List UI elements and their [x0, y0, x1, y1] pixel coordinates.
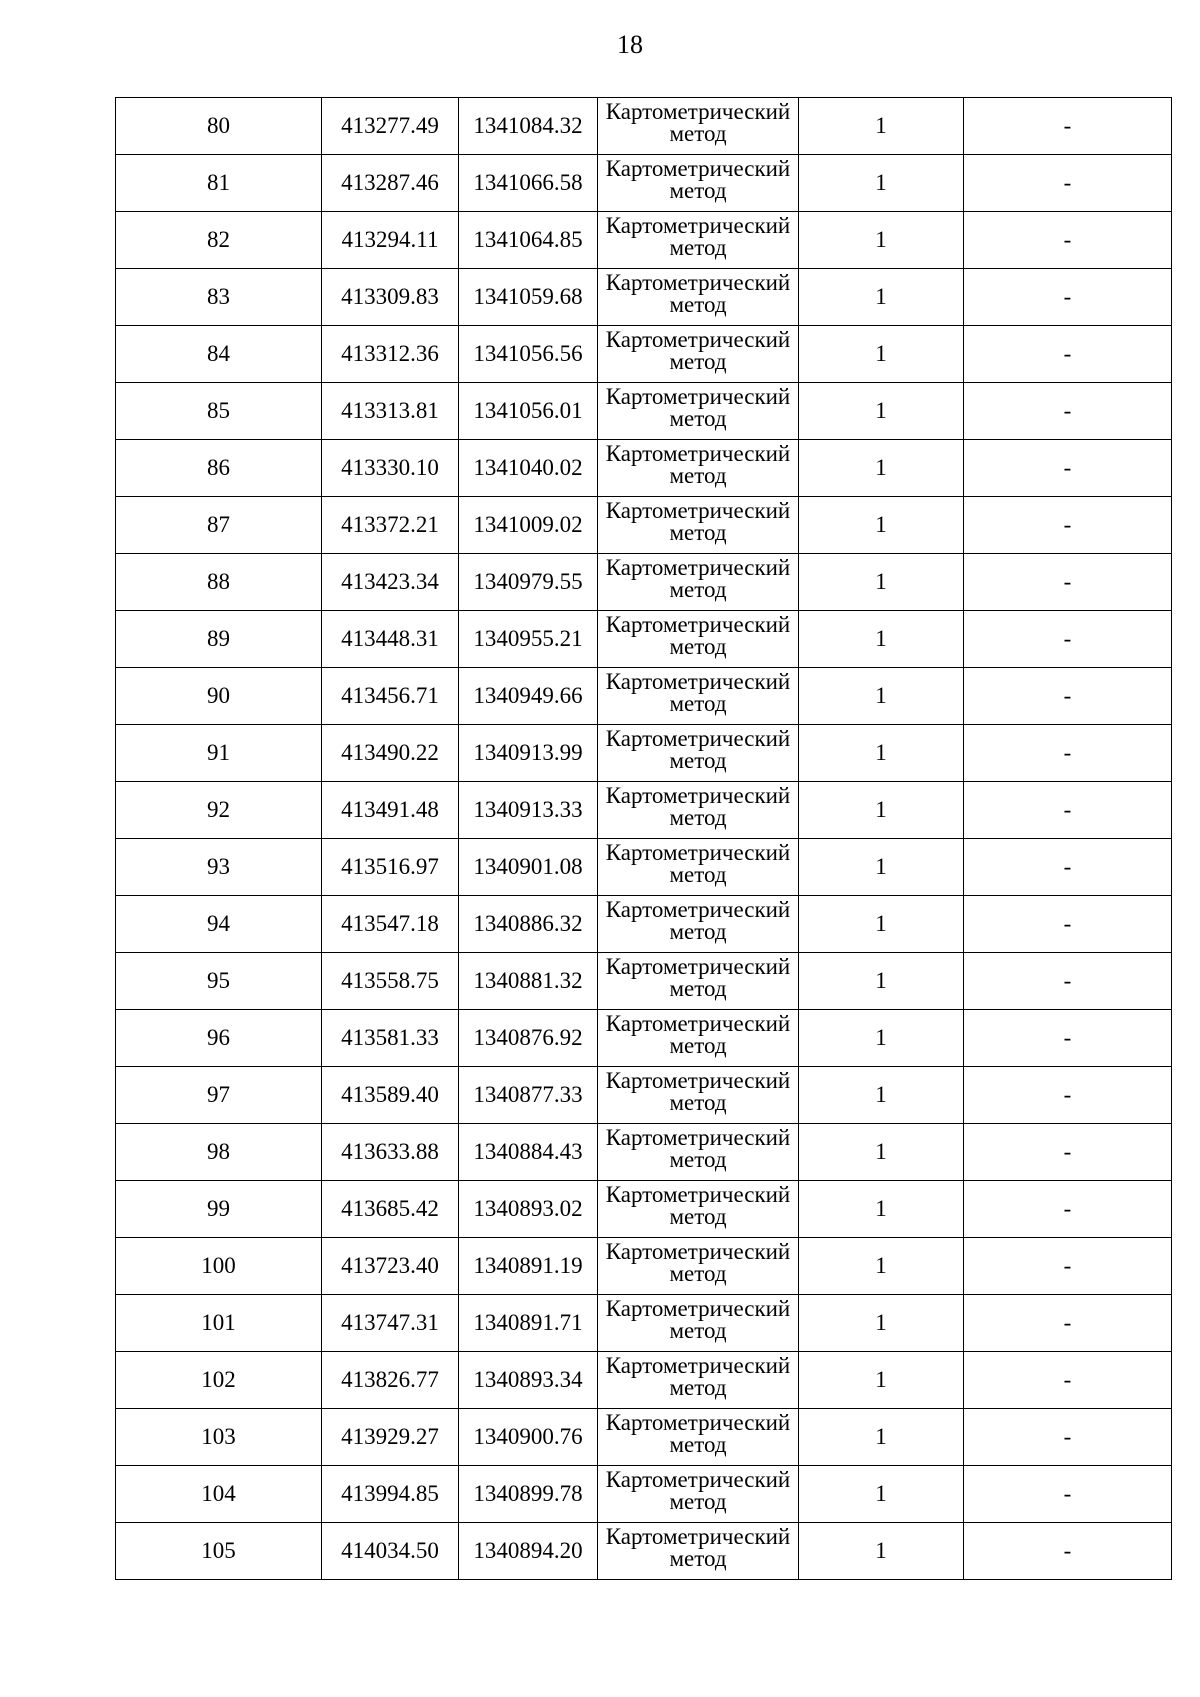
table-row: [116, 1124, 1172, 1181]
coordinate-x-cell: 413490.22: [322, 725, 459, 782]
coordinate-y-cell: 1340901.08: [459, 839, 598, 896]
note-cell: -: [964, 1124, 1172, 1181]
method-cell: [598, 668, 799, 725]
note-cell: -: [964, 611, 1172, 668]
accuracy-cell: 1: [799, 668, 964, 725]
method-line: Картометрический: [605, 498, 791, 523]
point-number-cell: 102: [116, 1352, 322, 1409]
note-cell: -: [964, 839, 1172, 896]
table-row: [116, 611, 1172, 668]
method-cell: [598, 554, 799, 611]
note-cell: -: [964, 1466, 1172, 1523]
method-line: метод: [669, 805, 727, 830]
point-number-cell: 88: [116, 554, 322, 611]
method-line: Картометрический: [605, 1182, 791, 1207]
coordinate-y-cell: 1340899.78: [459, 1466, 598, 1523]
note-cell: -: [964, 212, 1172, 269]
coordinate-x-cell: 413558.75: [322, 953, 459, 1010]
method-line: метод: [669, 1489, 727, 1514]
note-cell: -: [964, 1181, 1172, 1238]
accuracy-cell: 1: [799, 1466, 964, 1523]
page-number: 18: [617, 30, 643, 59]
coordinate-x-cell: 413330.10: [322, 440, 459, 497]
point-number-cell: 90: [116, 668, 322, 725]
table-row: [116, 1238, 1172, 1295]
note-cell: -: [964, 440, 1172, 497]
point-number-cell: 93: [116, 839, 322, 896]
coordinate-x-cell: 413448.31: [322, 611, 459, 668]
method-line: метод: [669, 1375, 727, 1400]
method-line: метод: [669, 1090, 727, 1115]
coordinate-y-cell: 1340979.55: [459, 554, 598, 611]
coordinate-x-cell: 413747.31: [322, 1295, 459, 1352]
coordinate-y-cell: 1341040.02: [459, 440, 598, 497]
point-number-cell: 98: [116, 1124, 322, 1181]
coordinate-y-cell: 1340893.34: [459, 1352, 598, 1409]
point-number-cell: 83: [116, 269, 322, 326]
coordinate-y-cell: 1340876.92: [459, 1010, 598, 1067]
table-row: [116, 1295, 1172, 1352]
method-cell: [598, 155, 799, 212]
method-cell: [598, 1523, 799, 1580]
method-cell: [598, 611, 799, 668]
method-line: Картометрический: [605, 1410, 791, 1435]
method-line: Картометрический: [605, 213, 791, 238]
coordinate-x-cell: 413994.85: [322, 1466, 459, 1523]
accuracy-cell: 1: [799, 1523, 964, 1580]
coordinate-x-cell: 413491.48: [322, 782, 459, 839]
method-line: метод: [669, 292, 727, 317]
table-row: [116, 1466, 1172, 1523]
coordinate-y-cell: 1341066.58: [459, 155, 598, 212]
accuracy-cell: 1: [799, 554, 964, 611]
method-line: Картометрический: [605, 441, 791, 466]
point-number-cell: 101: [116, 1295, 322, 1352]
method-line: метод: [669, 1546, 727, 1571]
coordinate-x-cell: 413516.97: [322, 839, 459, 896]
coordinate-y-cell: 1340913.33: [459, 782, 598, 839]
note-cell: -: [964, 782, 1172, 839]
method-line: метод: [669, 178, 727, 203]
method-line: Картометрический: [605, 1068, 791, 1093]
coordinate-x-cell: 413547.18: [322, 896, 459, 953]
coordinate-y-cell: 1340894.20: [459, 1523, 598, 1580]
accuracy-cell: 1: [799, 839, 964, 896]
table-row: [116, 554, 1172, 611]
coordinate-x-cell: 413685.42: [322, 1181, 459, 1238]
table-row: [116, 839, 1172, 896]
note-cell: -: [964, 155, 1172, 212]
note-cell: -: [964, 1295, 1172, 1352]
coordinate-x-cell: 413589.40: [322, 1067, 459, 1124]
method-line: Картометрический: [605, 99, 791, 124]
method-line: Картометрический: [605, 726, 791, 751]
point-number-cell: 95: [116, 953, 322, 1010]
point-number-cell: 104: [116, 1466, 322, 1523]
table-row: [116, 1409, 1172, 1466]
table-row: [116, 440, 1172, 497]
method-cell: [598, 1295, 799, 1352]
coordinate-x-cell: 413723.40: [322, 1238, 459, 1295]
method-cell: [598, 212, 799, 269]
table-row: [116, 1352, 1172, 1409]
method-cell: [598, 782, 799, 839]
note-cell: -: [964, 269, 1172, 326]
note-cell: -: [964, 1352, 1172, 1409]
accuracy-cell: 1: [799, 383, 964, 440]
method-line: Картометрический: [605, 1296, 791, 1321]
method-cell: [598, 1067, 799, 1124]
note-cell: -: [964, 1238, 1172, 1295]
method-line: метод: [669, 1204, 727, 1229]
method-line: Картометрический: [605, 327, 791, 352]
accuracy-cell: 1: [799, 440, 964, 497]
point-number-cell: 87: [116, 497, 322, 554]
method-cell: [598, 1409, 799, 1466]
method-cell: [598, 440, 799, 497]
note-cell: -: [964, 725, 1172, 782]
method-line: метод: [669, 1033, 727, 1058]
coordinate-y-cell: 1340884.43: [459, 1124, 598, 1181]
accuracy-cell: 1: [799, 611, 964, 668]
method-cell: [598, 896, 799, 953]
method-line: Картометрический: [605, 1353, 791, 1378]
coordinate-x-cell: 413287.46: [322, 155, 459, 212]
table-row: [116, 1523, 1172, 1580]
note-cell: -: [964, 383, 1172, 440]
point-number-cell: 97: [116, 1067, 322, 1124]
method-cell: [598, 383, 799, 440]
coordinate-y-cell: 1340877.33: [459, 1067, 598, 1124]
coordinate-x-cell: 413372.21: [322, 497, 459, 554]
method-line: Картометрический: [605, 1125, 791, 1150]
method-line: Картометрический: [605, 954, 791, 979]
note-cell: -: [964, 326, 1172, 383]
method-cell: [598, 98, 799, 155]
method-line: метод: [669, 1147, 727, 1172]
method-cell: [598, 725, 799, 782]
point-number-cell: 105: [116, 1523, 322, 1580]
point-number-cell: 94: [116, 896, 322, 953]
method-cell: [598, 1466, 799, 1523]
method-line: метод: [669, 862, 727, 887]
point-number-cell: 85: [116, 383, 322, 440]
point-number-cell: 92: [116, 782, 322, 839]
accuracy-cell: 1: [799, 326, 964, 383]
table-row: [116, 1067, 1172, 1124]
note-cell: -: [964, 1067, 1172, 1124]
note-cell: -: [964, 497, 1172, 554]
accuracy-cell: 1: [799, 725, 964, 782]
accuracy-cell: 1: [799, 1067, 964, 1124]
table-row: [116, 896, 1172, 953]
method-cell: [598, 497, 799, 554]
point-number-cell: 81: [116, 155, 322, 212]
point-number-cell: 91: [116, 725, 322, 782]
accuracy-cell: 1: [799, 782, 964, 839]
table-row: [116, 98, 1172, 155]
method-line: Картометрический: [605, 270, 791, 295]
method-line: Картометрический: [605, 612, 791, 637]
point-number-cell: 103: [116, 1409, 322, 1466]
coordinate-y-cell: 1341009.02: [459, 497, 598, 554]
method-line: Картометрический: [605, 156, 791, 181]
accuracy-cell: 1: [799, 212, 964, 269]
accuracy-cell: 1: [799, 98, 964, 155]
coordinate-x-cell: 413277.49: [322, 98, 459, 155]
method-line: Картометрический: [605, 669, 791, 694]
method-line: метод: [669, 121, 727, 146]
method-line: метод: [669, 520, 727, 545]
coordinate-y-cell: 1340886.32: [459, 896, 598, 953]
coordinate-x-cell: 413633.88: [322, 1124, 459, 1181]
method-line: метод: [669, 1432, 727, 1457]
point-number-cell: 80: [116, 98, 322, 155]
point-number-cell: 96: [116, 1010, 322, 1067]
table-row: [116, 326, 1172, 383]
method-line: Картометрический: [605, 1239, 791, 1264]
method-line: метод: [669, 349, 727, 374]
method-line: метод: [669, 235, 727, 260]
coordinate-x-cell: 413581.33: [322, 1010, 459, 1067]
coordinate-x-cell: 413826.77: [322, 1352, 459, 1409]
coordinate-y-cell: 1341059.68: [459, 269, 598, 326]
method-cell: [598, 953, 799, 1010]
method-line: Картометрический: [605, 555, 791, 580]
coordinate-y-cell: 1340913.99: [459, 725, 598, 782]
accuracy-cell: 1: [799, 1124, 964, 1181]
note-cell: -: [964, 1523, 1172, 1580]
method-line: Картометрический: [605, 1011, 791, 1036]
coordinate-x-cell: 413423.34: [322, 554, 459, 611]
method-line: Картометрический: [605, 1467, 791, 1492]
coordinates-table-body: [116, 98, 1172, 1580]
table-row: [116, 497, 1172, 554]
accuracy-cell: 1: [799, 1181, 964, 1238]
coordinate-y-cell: 1340955.21: [459, 611, 598, 668]
method-cell: [598, 839, 799, 896]
coordinate-y-cell: 1341056.56: [459, 326, 598, 383]
method-line: метод: [669, 406, 727, 431]
point-number-cell: 89: [116, 611, 322, 668]
table-row: [116, 782, 1172, 839]
method-cell: [598, 1238, 799, 1295]
accuracy-cell: 1: [799, 1295, 964, 1352]
point-number-cell: 99: [116, 1181, 322, 1238]
coordinate-x-cell: 414034.50: [322, 1523, 459, 1580]
table-row: [116, 668, 1172, 725]
point-number-cell: 100: [116, 1238, 322, 1295]
note-cell: -: [964, 953, 1172, 1010]
coordinate-x-cell: 413929.27: [322, 1409, 459, 1466]
coordinate-y-cell: 1341064.85: [459, 212, 598, 269]
point-number-cell: 86: [116, 440, 322, 497]
method-cell: [598, 1124, 799, 1181]
table-row: [116, 1181, 1172, 1238]
accuracy-cell: 1: [799, 1010, 964, 1067]
point-number-cell: 84: [116, 326, 322, 383]
table-row: [116, 155, 1172, 212]
coordinate-y-cell: 1341084.32: [459, 98, 598, 155]
coordinate-y-cell: 1340900.76: [459, 1409, 598, 1466]
coordinates-table: [115, 97, 1172, 1580]
accuracy-cell: 1: [799, 155, 964, 212]
coordinate-y-cell: 1340881.32: [459, 953, 598, 1010]
coordinate-x-cell: 413456.71: [322, 668, 459, 725]
table-row: [116, 269, 1172, 326]
table-row: [116, 725, 1172, 782]
note-cell: -: [964, 896, 1172, 953]
method-line: метод: [669, 1318, 727, 1343]
method-cell: [598, 1181, 799, 1238]
accuracy-cell: 1: [799, 1238, 964, 1295]
accuracy-cell: 1: [799, 1409, 964, 1466]
method-line: метод: [669, 691, 727, 716]
method-line: метод: [669, 577, 727, 602]
method-line: метод: [669, 463, 727, 488]
method-line: Картометрический: [605, 384, 791, 409]
coordinate-y-cell: 1340949.66: [459, 668, 598, 725]
coordinate-x-cell: 413309.83: [322, 269, 459, 326]
note-cell: -: [964, 1010, 1172, 1067]
coordinate-x-cell: 413312.36: [322, 326, 459, 383]
coordinate-y-cell: 1340891.71: [459, 1295, 598, 1352]
table-row: [116, 953, 1172, 1010]
note-cell: -: [964, 668, 1172, 725]
accuracy-cell: 1: [799, 497, 964, 554]
coordinate-y-cell: 1340893.02: [459, 1181, 598, 1238]
accuracy-cell: 1: [799, 269, 964, 326]
table-row: [116, 212, 1172, 269]
method-line: метод: [669, 976, 727, 1001]
accuracy-cell: 1: [799, 953, 964, 1010]
method-line: Картометрический: [605, 897, 791, 922]
point-number-cell: 82: [116, 212, 322, 269]
note-cell: -: [964, 554, 1172, 611]
method-line: метод: [669, 634, 727, 659]
note-cell: -: [964, 98, 1172, 155]
method-cell: [598, 326, 799, 383]
method-line: метод: [669, 1261, 727, 1286]
method-cell: [598, 269, 799, 326]
coordinate-y-cell: 1340891.19: [459, 1238, 598, 1295]
method-line: метод: [669, 919, 727, 944]
accuracy-cell: 1: [799, 896, 964, 953]
method-line: Картометрический: [605, 1524, 791, 1549]
coordinate-x-cell: 413294.11: [322, 212, 459, 269]
table-row: [116, 383, 1172, 440]
method-cell: [598, 1010, 799, 1067]
method-line: Картометрический: [605, 840, 791, 865]
note-cell: -: [964, 1409, 1172, 1466]
accuracy-cell: 1: [799, 1352, 964, 1409]
coordinate-x-cell: 413313.81: [322, 383, 459, 440]
method-line: метод: [669, 748, 727, 773]
method-line: Картометрический: [605, 783, 791, 808]
method-cell: [598, 1352, 799, 1409]
table-row: [116, 1010, 1172, 1067]
coordinate-y-cell: 1341056.01: [459, 383, 598, 440]
